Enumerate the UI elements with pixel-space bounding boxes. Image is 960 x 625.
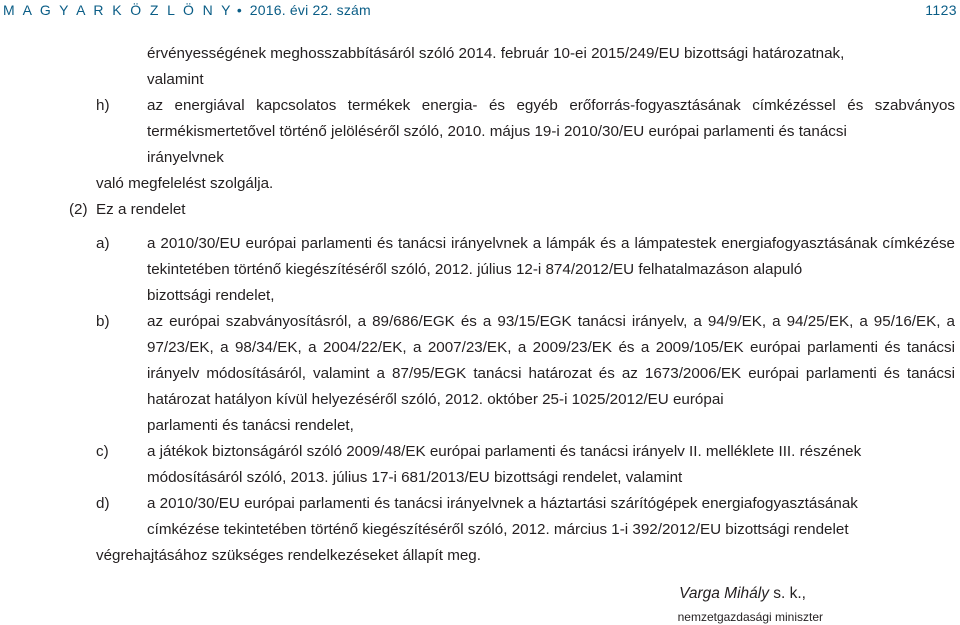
item-label: c)	[96, 443, 109, 460]
header-separator: •	[236, 2, 242, 18]
list-item-h	[0, 93, 960, 171]
item-text: a 2010/30/EU európai parlamenti és tanácsi irányelvnek a lámpák és a lámpatestek energiafogyasztásának címkézése tekintetében történő kiegészítéséről szóló, 2012. július 12-i 874/2012/EU felhatalmazáson alapuló	[147, 235, 955, 278]
paragraph-number: (2)	[69, 201, 88, 218]
item-label: d)	[96, 495, 110, 512]
item-text: az energiával kapcsolatos termékek energia- és egyéb erőforrás-fogyasztásának címkézéssel és szabványos termékismertetővel történő jelöléséről szóló, 2010. május 19-i 2010/30/EU európai parlamenti és tanácsi	[147, 97, 955, 140]
page-header	[0, 0, 960, 26]
item-text-end: módosításáról szóló, 2013. július 17-i 681/2013/EU bizottsági rendelet, valamint	[147, 469, 683, 486]
closing-line: végrehajtásához szükséges rendelkezéseket állapít meg.	[96, 547, 481, 564]
publication-name: M A G Y A R K Ö Z L Ö N Y	[3, 2, 233, 18]
g-continuation-line1: érvényességének meghosszabbításáról szóló 2014. február 10-ei 2015/249/EU bizottsági határozatnak,	[147, 45, 845, 62]
header-left	[3, 2, 371, 18]
item-text: az európai szabványosításról, a 89/686/EGK és a 93/15/EGK tanácsi irányelv, a 94/9/EK, a 94/25/EK, a 95/16/EK, a 97/23/EK, a 98/34/EK, a 2004/22/EK, a 2007/23/EK, a 2009/23/EK és a 2009/105/EK európai parlamenti és tanácsi irányelv módosításáról, valamint a 87/95/EGK tanácsi határozat és az 1673/2006/EK európai parlamenti és tanácsi határozat hatályon kívül helyezéséről szóló, 2012. október 25-i 1025/2012/EU európai	[147, 313, 955, 408]
signatory-name: Varga Mihály	[679, 585, 769, 602]
list-item-a	[0, 231, 960, 309]
item-text-end: címkézése tekintetében történő kiegészítéséről szóló, 2012. március 1-i 392/2012/EU bizottsági rendelet	[147, 521, 849, 538]
item-text-end: bizottsági rendelet,	[147, 287, 275, 304]
signatory-suffix: s. k.,	[768, 585, 806, 602]
g-continuation-line2: valamint	[147, 71, 204, 88]
paragraph-2-intro	[0, 197, 960, 223]
signature	[679, 585, 806, 603]
list-item-d	[0, 491, 960, 543]
item-text-end: parlamenti és tanácsi rendelet,	[147, 417, 354, 434]
signatory-title: nemzetgazdasági miniszter	[677, 610, 823, 624]
item-label: b)	[96, 313, 110, 330]
conformity-line: való megfelelést szolgálja.	[96, 175, 274, 192]
item-text: a játékok biztonságáról szóló 2009/48/EK európai parlamenti és tanácsi irányelv II. melléklete III. részének	[147, 443, 862, 460]
g-continuation	[0, 41, 960, 93]
list-item-c	[0, 439, 960, 491]
item-label: h)	[96, 97, 110, 114]
item-label: a)	[96, 235, 110, 252]
document-body	[0, 41, 960, 569]
paragraph-intro: Ez a rendelet	[96, 201, 186, 218]
issue-date: 2016. évi 22. szám	[249, 2, 371, 18]
item-text: a 2010/30/EU európai parlamenti és tanácsi irányelvnek a háztartási szárítógépek energiafogyasztásának	[147, 495, 858, 512]
list-item-b	[0, 309, 960, 439]
page-number: 1123	[925, 2, 957, 18]
item-text-end: irányelvnek	[147, 149, 224, 166]
